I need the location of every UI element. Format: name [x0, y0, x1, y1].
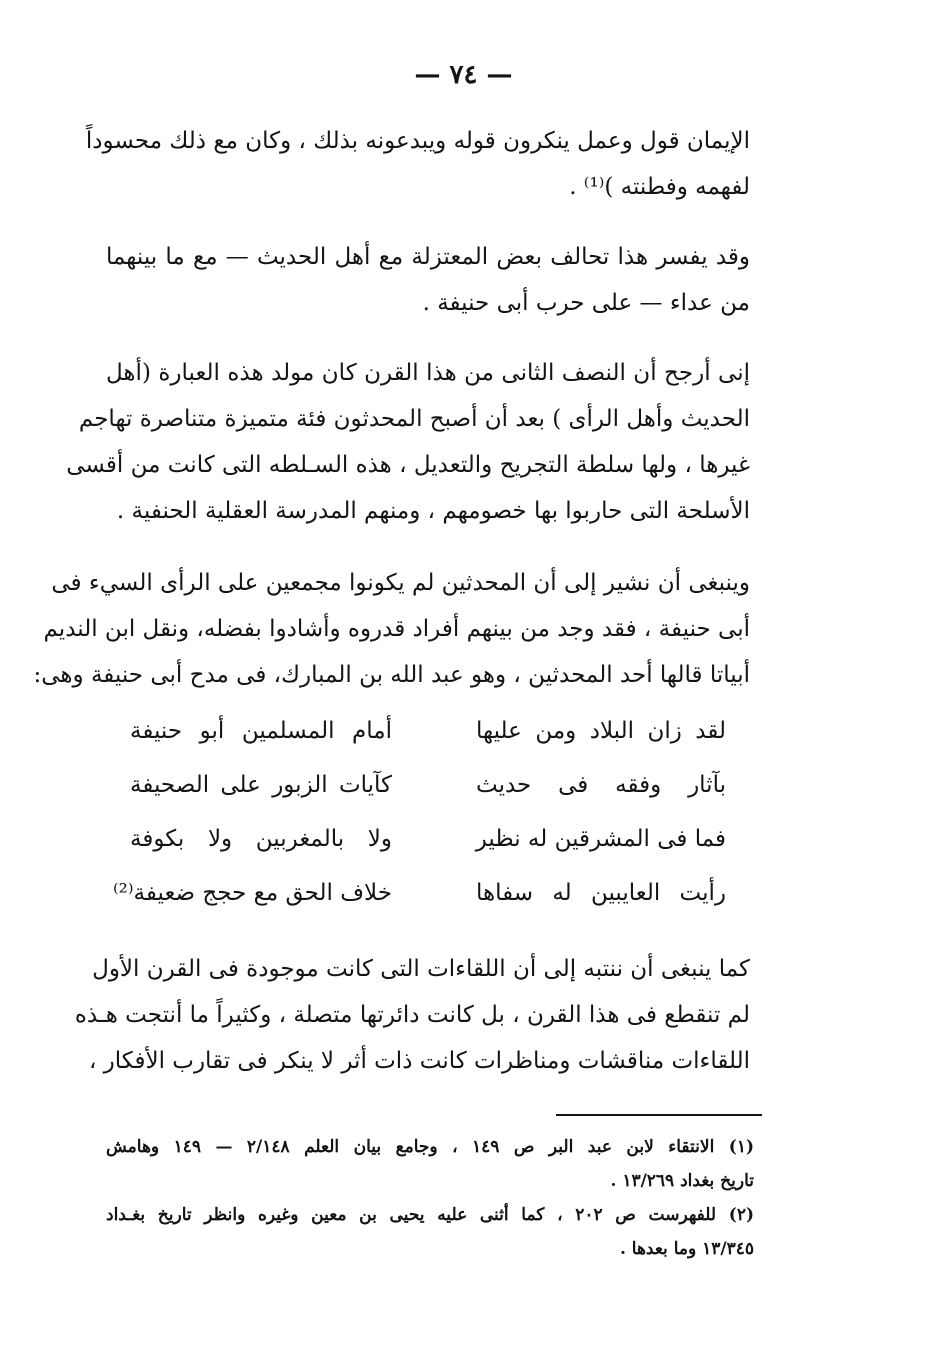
paragraph-3: [66, 350, 750, 534]
poem-second-hemistich: أمام المسلمين أبو حنيفة: [130, 718, 392, 744]
paragraph-line: غيرها ، ولها سلطة التجريح والتعديل ، هذه السـلطه التى كانت من أقسى: [66, 452, 750, 478]
paragraph-line: وينبغى أن نشير إلى أن المحدثين لم يكونوا مجمعين على الرأى السيء فى: [51, 570, 750, 596]
paragraph-line: الأسلحة التى حاربوا بها خصومهم ، ومنهم المدرسة العقلية الحنفية .: [116, 498, 750, 524]
page-number: — ٧٤ —: [414, 60, 513, 90]
paragraph-line: لم تنقطع فى هذا القرن ، بل كانت دائرتها متصلة ، وكثيراً ما أنتجت هـذه: [74, 1002, 750, 1028]
poem-first-hemistich: بآثار وفقه فى حديث: [476, 772, 726, 798]
paragraph-4: [33, 560, 750, 698]
paragraph-line: الحديث وأهل الرأى ) بعد أن أصبح المحدثون فئة متميزة متناصرة تهاجم: [78, 406, 750, 432]
footnote-line: تاريخ بغداد ١٣/٢٦٩ .: [610, 1171, 754, 1191]
paragraph-1: [85, 118, 750, 210]
paragraph-line: من عداء — على حرب أبى حنيفة .: [422, 290, 750, 316]
poem-verse: [106, 880, 750, 934]
poem-second-hemistich: ولا بالمغربين ولا بكوفة: [130, 826, 392, 852]
paragraph-5: [74, 946, 750, 1084]
footnotes: [106, 1130, 754, 1266]
paragraph-line: لفهمه وفطنته )⁽¹⁾ .: [569, 174, 750, 200]
paragraph-line: أبى حنيفة ، فقد وجد من بينهم أفراد قدروه وأشادوا بفضله، ونقل ابن النديم: [43, 616, 750, 642]
paragraph-line: إنى أرجح أن النصف الثانى من هذا القرن كان مولد هذه العبارة (أهل: [106, 360, 750, 386]
paragraph-line: وقد يفسر هذا تحالف بعض المعتزلة مع أهل الحديث — مع ما بينهما: [106, 244, 750, 270]
paragraph-2: [106, 234, 750, 326]
paragraph-line: الإيمان قول وعمل ينكرون قوله ويبدعونه بذلك ، وكان مع ذلك محسوداً: [85, 128, 750, 154]
paragraph-line: كما ينبغى أن ننتبه إلى أن اللقاءات التى كانت موجودة فى القرن الأول: [92, 956, 750, 982]
paragraph-line: اللقاءات مناقشات ومناظرات كانت ذات أثر لا ينكر فى تقارب الأفكار ،: [88, 1048, 750, 1074]
poem-first-hemistich: رأيت العايبين له سفاها: [476, 880, 726, 906]
footnote-line: (١) الانتقاء لابن عبد البر ص ١٤٩ ، وجامع بيان العلم ٢/١٤٨ — ١٤٩ وهامش: [106, 1137, 754, 1157]
footnote-line: (٢) للفهرست ص ٢٠٢ ، كما أثنى عليه يحيى بن معين وغيره وانظر تاريخ بغـداد: [106, 1205, 754, 1225]
paragraph-line: أبياتا قالها أحد المحدثين ، وهو عبد الله بن المبارك، فى مدح أبى حنيفة وهى:: [33, 662, 750, 688]
poem-verse: [106, 718, 750, 772]
poem-verse: [106, 826, 750, 880]
poem-verse: [106, 772, 750, 826]
poem-second-hemistich: كآيات الزبور على الصحيفة: [130, 772, 392, 798]
poem-second-hemistich: خلاف الحق مع حجج ضعيفة⁽²⁾: [113, 880, 392, 906]
footnote-2: [106, 1198, 754, 1266]
poem-first-hemistich: فما فى المشرقين له نظير: [475, 826, 726, 852]
footnote-divider: [556, 1114, 762, 1116]
poem-first-hemistich: لقد زان البلاد ومن عليها: [476, 718, 726, 744]
poem: [106, 718, 750, 934]
footnote-line: ١٣/٣٤٥ وما بعدها .: [619, 1239, 754, 1259]
footnote-1: [106, 1130, 754, 1198]
